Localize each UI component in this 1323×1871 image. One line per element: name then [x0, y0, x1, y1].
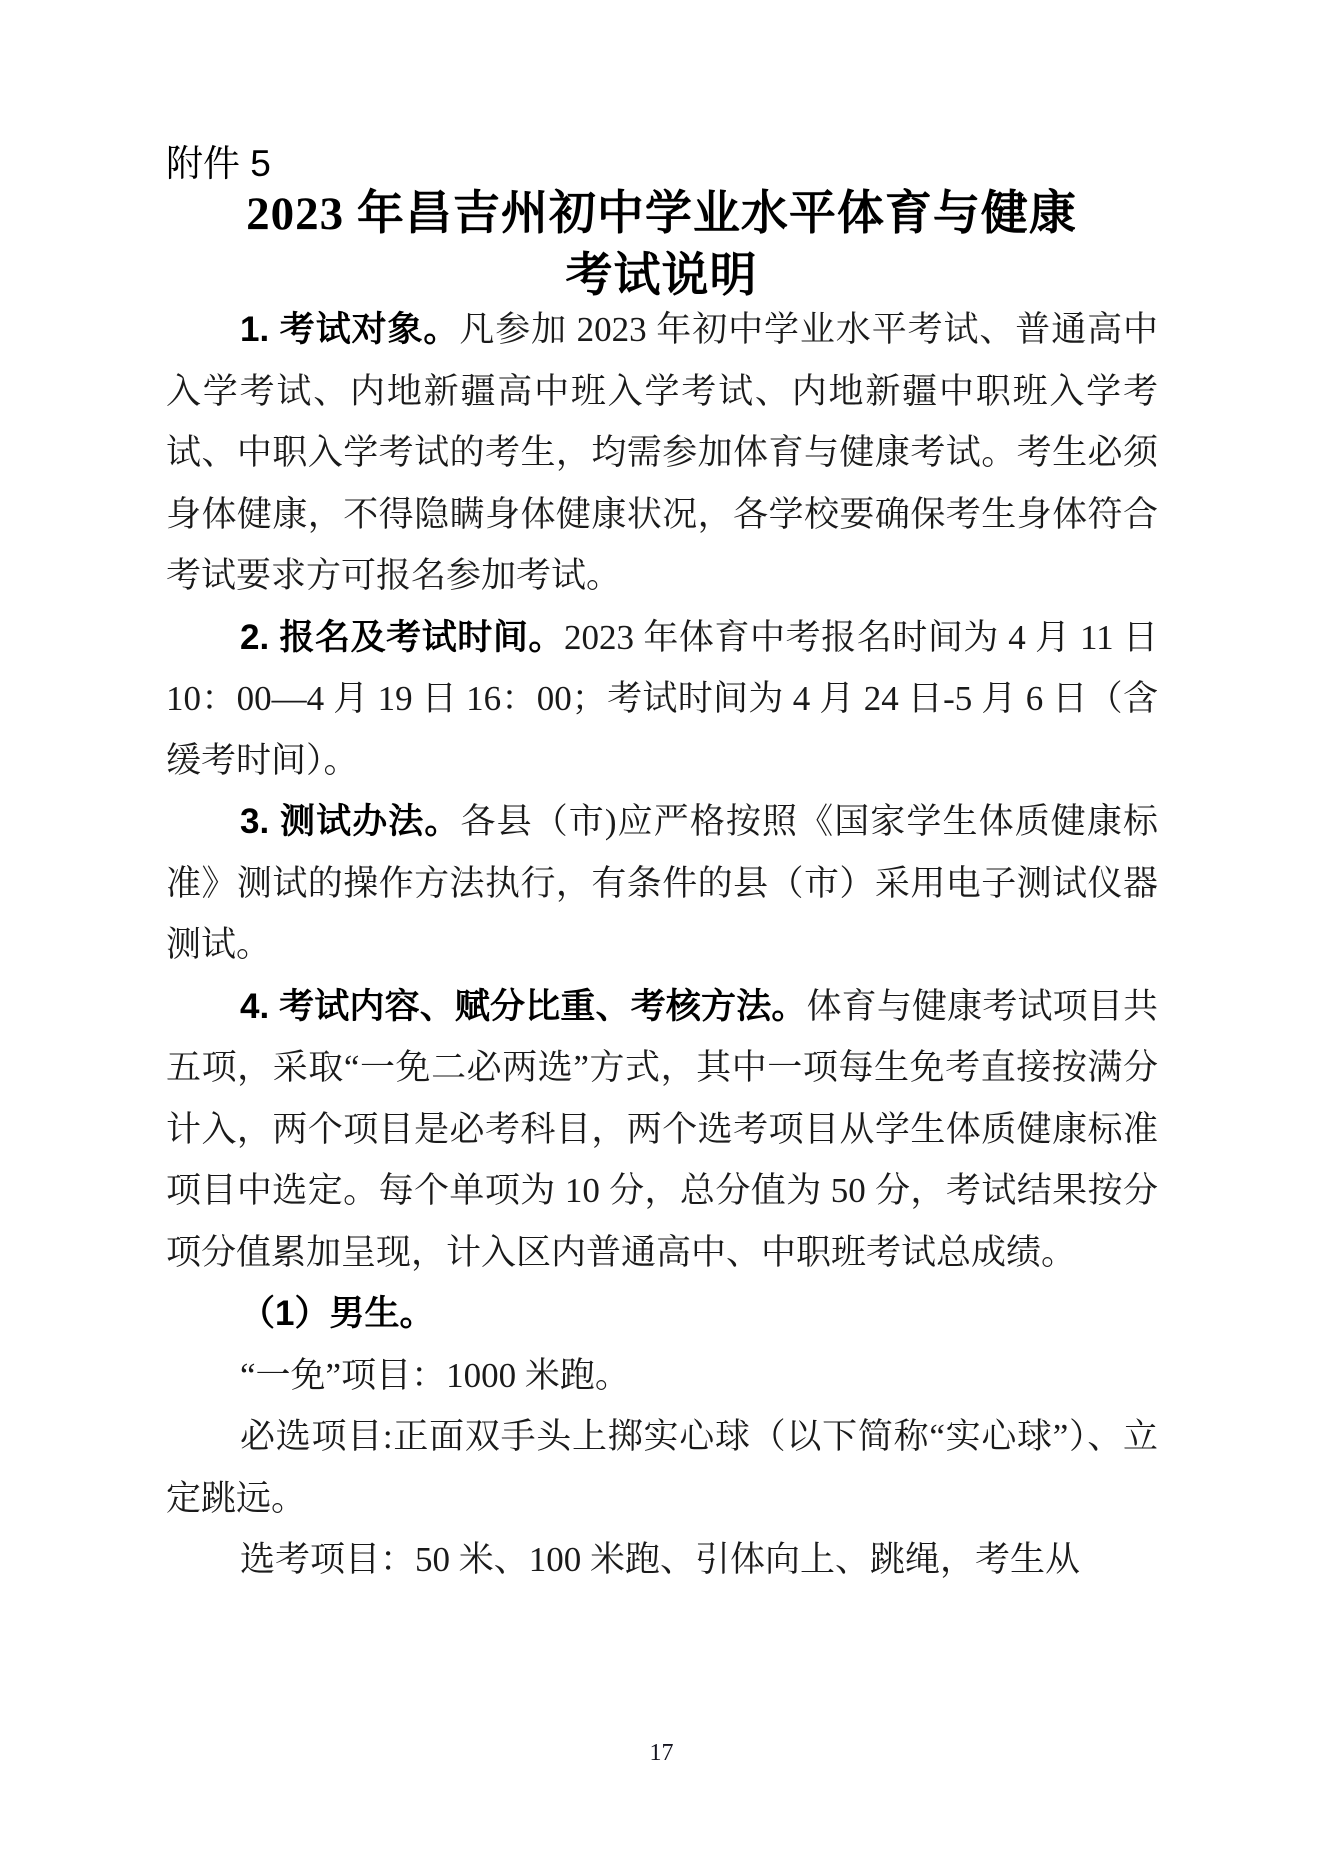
paragraph-exam-content: [166, 976, 1158, 1284]
paragraph-exam-content-lead: 4. 考试内容、赋分比重、考核方法。: [240, 986, 807, 1026]
title-line-1: 2023 年昌吉州初中学业水平体育与健康: [246, 188, 1077, 240]
paragraph-exempt-item-text: “一免”项目：1000 米跑。: [240, 1355, 630, 1395]
paragraph-exam-content-text: 体育与健康考试项目共五项，采取“一免二必两选”方式，其中一项每生免考直接按满分计入，两个项目是必考科目，两个选考项目从学生体质健康标准项目中选定。每个单项为 10 分，总分值为 50 分，考试结果按分项分值累加呈现，计入区内普通高中、中职班考试总成绩。: [166, 986, 1158, 1272]
paragraph-required-items: [166, 1406, 1158, 1529]
paragraph-registration-time: [166, 607, 1158, 792]
paragraph-test-method: [166, 791, 1158, 976]
document-title: [0, 183, 1323, 307]
paragraph-test-method-lead: 3. 测试办法。: [240, 802, 461, 841]
title-line-2: 考试说明: [565, 250, 758, 302]
paragraph-optional-items-text: 选考项目：50 米、100 米跑、引体向上、跳绳，考生从: [240, 1540, 1081, 1579]
paragraph-exempt-item: [166, 1345, 1158, 1407]
document-body: [166, 299, 1158, 1591]
paragraph-exam-candidates-lead: 1. 考试对象。: [240, 310, 460, 349]
paragraph-boys-heading-lead: （1）男生。: [240, 1294, 435, 1333]
page-number: 17: [649, 1740, 674, 1766]
paragraph-required-items-text: 必选项目:正面双手头上掷实心球（以下简称“实心球”）、立定跳远。: [166, 1417, 1158, 1518]
attachment-label: 附件 5: [166, 143, 271, 184]
paragraph-test-method-text: 各县（市)应严格按照《国家学生体质健康标准》测试的操作方法执行，有条件的县（市）采用电子测试仪器测试。: [166, 802, 1158, 964]
paragraph-registration-time-text: 2023 年体育中考报名时间为 4 月 11 日 10：00—4 月 19 日 16：00；考试时间为 4 月 24 日-5 月 6 日（含缓考时间）。: [166, 617, 1158, 780]
paragraph-registration-time-lead: 2. 报名及考试时间。: [240, 617, 564, 657]
paragraph-exam-candidates-text: 凡参加 2023 年初中学业水平考试、普通高中入学考试、内地新疆高中班入学考试、内地新疆中职班入学考试、中职入学考试的考生，均需参加体育与健康考试。考生必须身体健康，不得隐瞒身体健康状况，各学校要确保考生身体符合考试要求方可报名参加考试。: [166, 310, 1158, 595]
paragraph-exam-candidates: [166, 299, 1158, 607]
paragraph-boys-heading: [166, 1283, 1158, 1345]
paragraph-optional-items: [166, 1529, 1158, 1591]
